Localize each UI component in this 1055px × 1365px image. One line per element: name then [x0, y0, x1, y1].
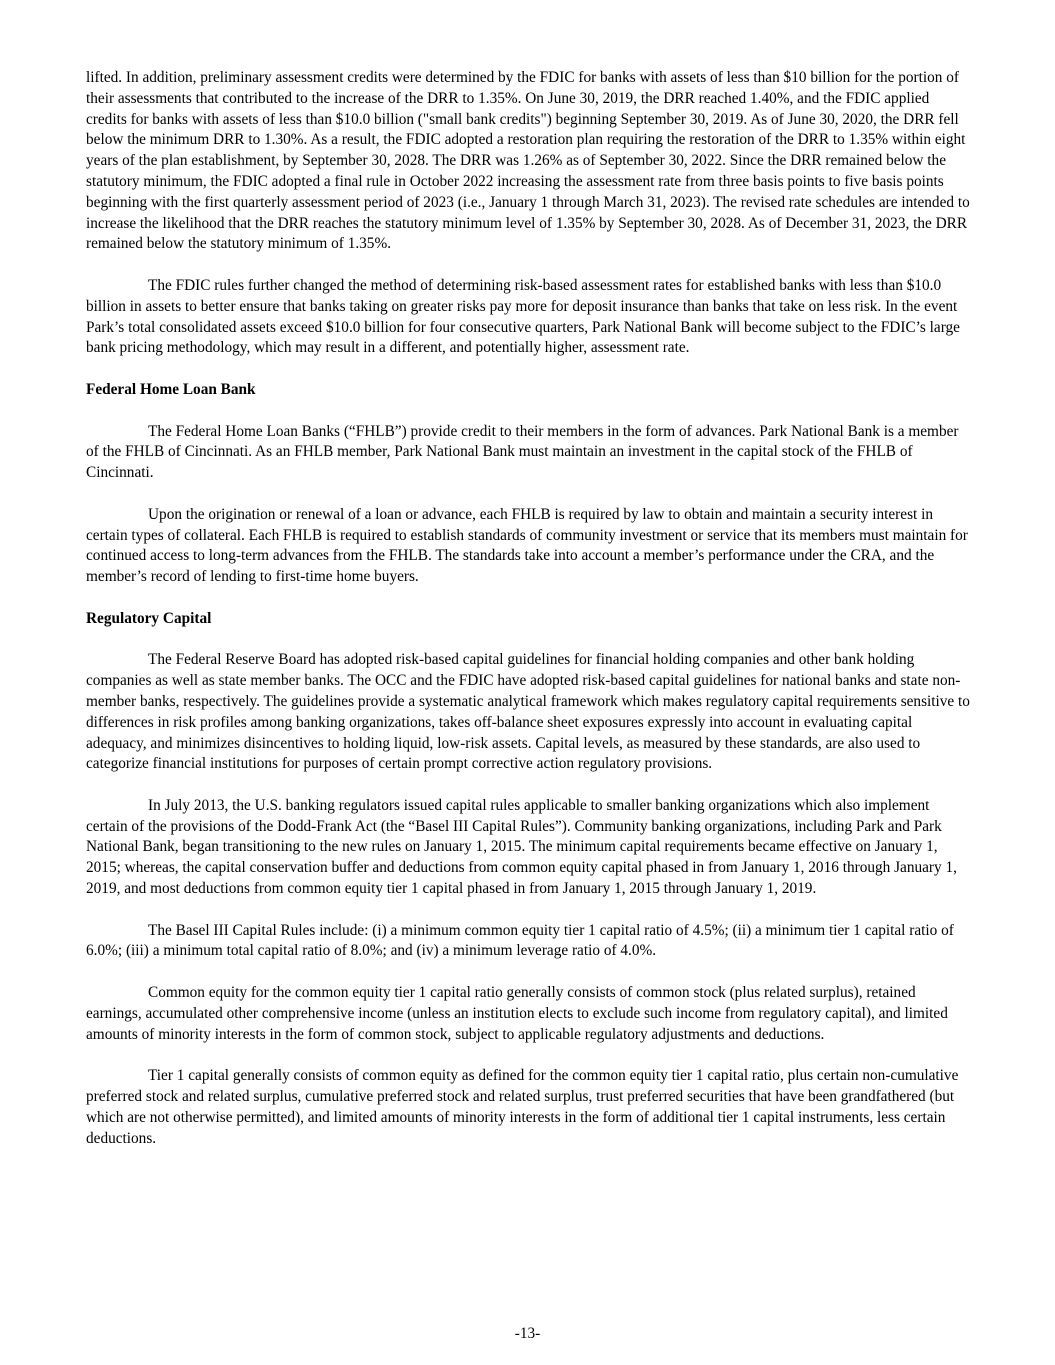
section-heading-fhlb: Federal Home Loan Bank — [86, 380, 256, 398]
paragraph-common-equity: Common equity for the common equity tier 1 capital ratio generally consists of common stock (plus related surplus), retained earnings, accumulated other comprehensive income (unless an institution elects to exclude such income from regulatory capital), and limited amounts of minority interests in the form of common stock, subject to applicable regulatory adjustments and deductions. — [86, 984, 948, 1043]
paragraph-risk-based-assessment: The FDIC rules further changed the method of determining risk-based assessment rates for established banks with less than $10.0 billion in assets to better ensure that banks taking on greater risks pay more for deposit insurance than banks that take on less risk. In the event Park’s total consolidated assets exceed $10.0 billion for four consecutive quarters, Park National Bank will become subject to the FDIC’s large bank pricing methodology, which may result in a different, and potentially higher, assessment rate. — [86, 276, 960, 357]
paragraph-minimum-ratios: The Basel III Capital Rules include: (i) a minimum common equity tier 1 capital ratio of 4.5%; (ii) a minimum tier 1 capital ratio of 6.0%; (iii) a minimum total capital ratio of 8.0%; and (iv) a minimum leverage ratio of 4.0%. — [86, 921, 954, 960]
paragraph-drr-restoration: lifted. In addition, preliminary assessment credits were determined by the FDIC for banks with assets of less than $10 billion for the portion of their assessments that contributed to the increase of the DRR to 1.35%. On June 30, 2019, the DRR reached 1.40%, and the FDIC applied credits for banks with assets of less than $10.0 billion ("small bank credits") beginning September 30, 2019. As of June 30, 2020, the DRR fell below the minimum DRR to 1.30%. As a result, the FDIC adopted a restoration plan requiring the restoration of the DRR to 1.35% within eight years of the plan establishment, by September 30, 2028. The DRR was 1.26% as of September 30, 2022. Since the DRR remained below the statutory minimum, the FDIC adopted a final rule in October 2022 increasing the assessment rate from three basis points to five basis points beginning with the first quarterly assessment period of 2023 (i.e., January 1 through March 31, 2023). The revised rate schedules are intended to increase the likelihood that the DRR reaches the statutory minimum level of 1.35% by September 30, 2028. As of December 31, 2023, the DRR remained below the statutory minimum of 1.35%. — [86, 69, 970, 253]
paragraph-fhlb-collateral: Upon the origination or renewal of a loan or advance, each FHLB is required by law to obtain and maintain a security interest in certain types of collateral. Each FHLB is required to establish standards of community investment or service that its members must maintain for continued access to long-term advances from the FHLB. The standards take into account a member’s performance under the CRA, and the member’s record of lending to first-time home buyers. — [86, 505, 968, 586]
page-number: -13- — [514, 1325, 541, 1342]
paragraph-tier1-capital: Tier 1 capital generally consists of common equity as defined for the common equity tier 1 capital ratio, plus certain non-cumulative preferred stock and related surplus, cumulative preferred stock and related surplus, trust preferred securities that have been grandfathered (but which are not otherwise permitted), and limited amounts of minority interests in the form of additional tier 1 capital instruments, less certain deductions. — [86, 1067, 959, 1147]
paragraph-fhlb-membership: The Federal Home Loan Banks (“FHLB”) provide credit to their members in the form of advances. Park National Bank is a member of the FHLB of Cincinnati. As an FHLB member, Park National Bank must maintain an investment in the capital stock of the FHLB of Cincinnati. — [86, 422, 959, 482]
paragraph-capital-guidelines: The Federal Reserve Board has adopted risk-based capital guidelines for financial holding companies and other bank holding companies as well as state member banks. The OCC and the FDIC have adopted risk-based capital guidelines for national banks and state non-member banks, respectively. The guidelines provide a systematic analytical framework which makes regulatory capital requirements sensitive to differences in risk profiles among banking organizations, takes off-balance sheet exposures expressly into account in evaluating capital adequacy, and minimizes disincentives to holding liquid, low-risk assets. Capital levels, as measured by these standards, are also used to categorize financial institutions for purposes of certain prompt corrective action regulatory provisions. — [86, 651, 970, 773]
section-heading-regulatory-capital: Regulatory Capital — [86, 609, 212, 627]
paragraph-basel-iii-rules: In July 2013, the U.S. banking regulators issued capital rules applicable to smaller banking organizations which also implement certain of the provisions of the Dodd-Frank Act (the “Basel III Capital Rules”). Community banking organizations, including Park and Park National Bank, began transitioning to the new rules on January 1, 2015. The minimum capital requirements became effective on January 1, 2015; whereas, the capital conservation buffer and deductions from common equity capital phased in from January 1, 2016 through January 1, 2019, and most deductions from common equity tier 1 capital phased in from January 1, 2015 through January 1, 2019. — [86, 796, 957, 898]
document-body — [86, 68, 973, 1149]
